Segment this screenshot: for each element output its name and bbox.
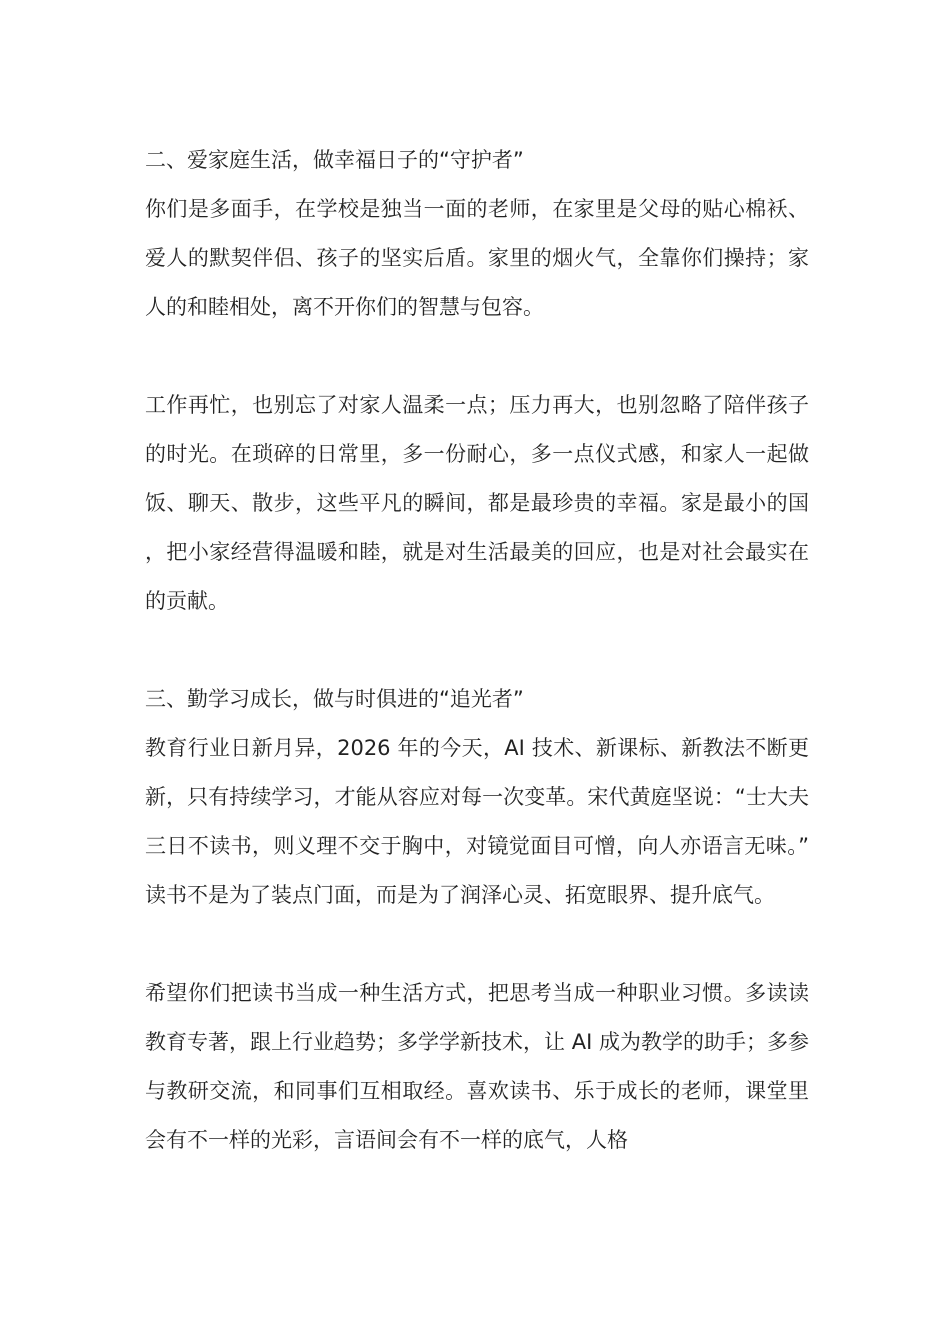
paragraph-gap	[145, 626, 809, 675]
paragraph-learning-change: 教育行业日新月异，2026 年的今天，AI 技术、新课标、新教法不断更新，只有持续学习，才能从容应对每一次变革。宋代黄庭坚说：“士大夫三日不读书，则义理不交于胸中，对镜觉面目可憎，向人亦语言无味。” 读书不是为了装点门面，而是为了润泽心灵、拓宽眼界、提升底气。	[145, 736, 809, 907]
document-body	[145, 136, 809, 1165]
paragraph-family-care: 工作再忙，也别忘了对家人温柔一点；压力再大，也别忽略了陪伴孩子的时光。在琐碎的日常里，多一份耐心，多一点仪式感，和家人一起做饭、聊天、散步，这些平凡的瞬间，都是最珍贵的幸福。家是最小的国，把小家经营得温暖和睦，就是对生活最美的回应，也是对社会最实在的贡献。	[145, 393, 809, 613]
paragraph-learning-habits: 希望你们把读书当成一种生活方式，把思考当成一种职业习惯。多读读教育专著，跟上行业趋势；多学学新技术，让 AI 成为教学的助手；多参与教研交流，和同事们互相取经。喜欢读书、乐于成长的老师，课堂里会有不一样的光彩，言语间会有不一样的底气，人格	[145, 981, 809, 1152]
paragraph-family-roles: 你们是多面手，在学校是独当一面的老师，在家里是父母的贴心棉袄、爱人的默契伴侣、孩子的坚实后盾。家里的烟火气，全靠你们操持；家人的和睦相处，离不开你们的智慧与包容。	[145, 197, 809, 319]
section-heading-learning: 三、勤学习成长，做与时俱进的“追光者”	[145, 687, 524, 711]
paragraph-gap	[145, 332, 809, 381]
section-heading-family: 二、爱家庭生活，做幸福日子的“守护者”	[145, 148, 524, 172]
paragraph-gap	[145, 920, 809, 969]
